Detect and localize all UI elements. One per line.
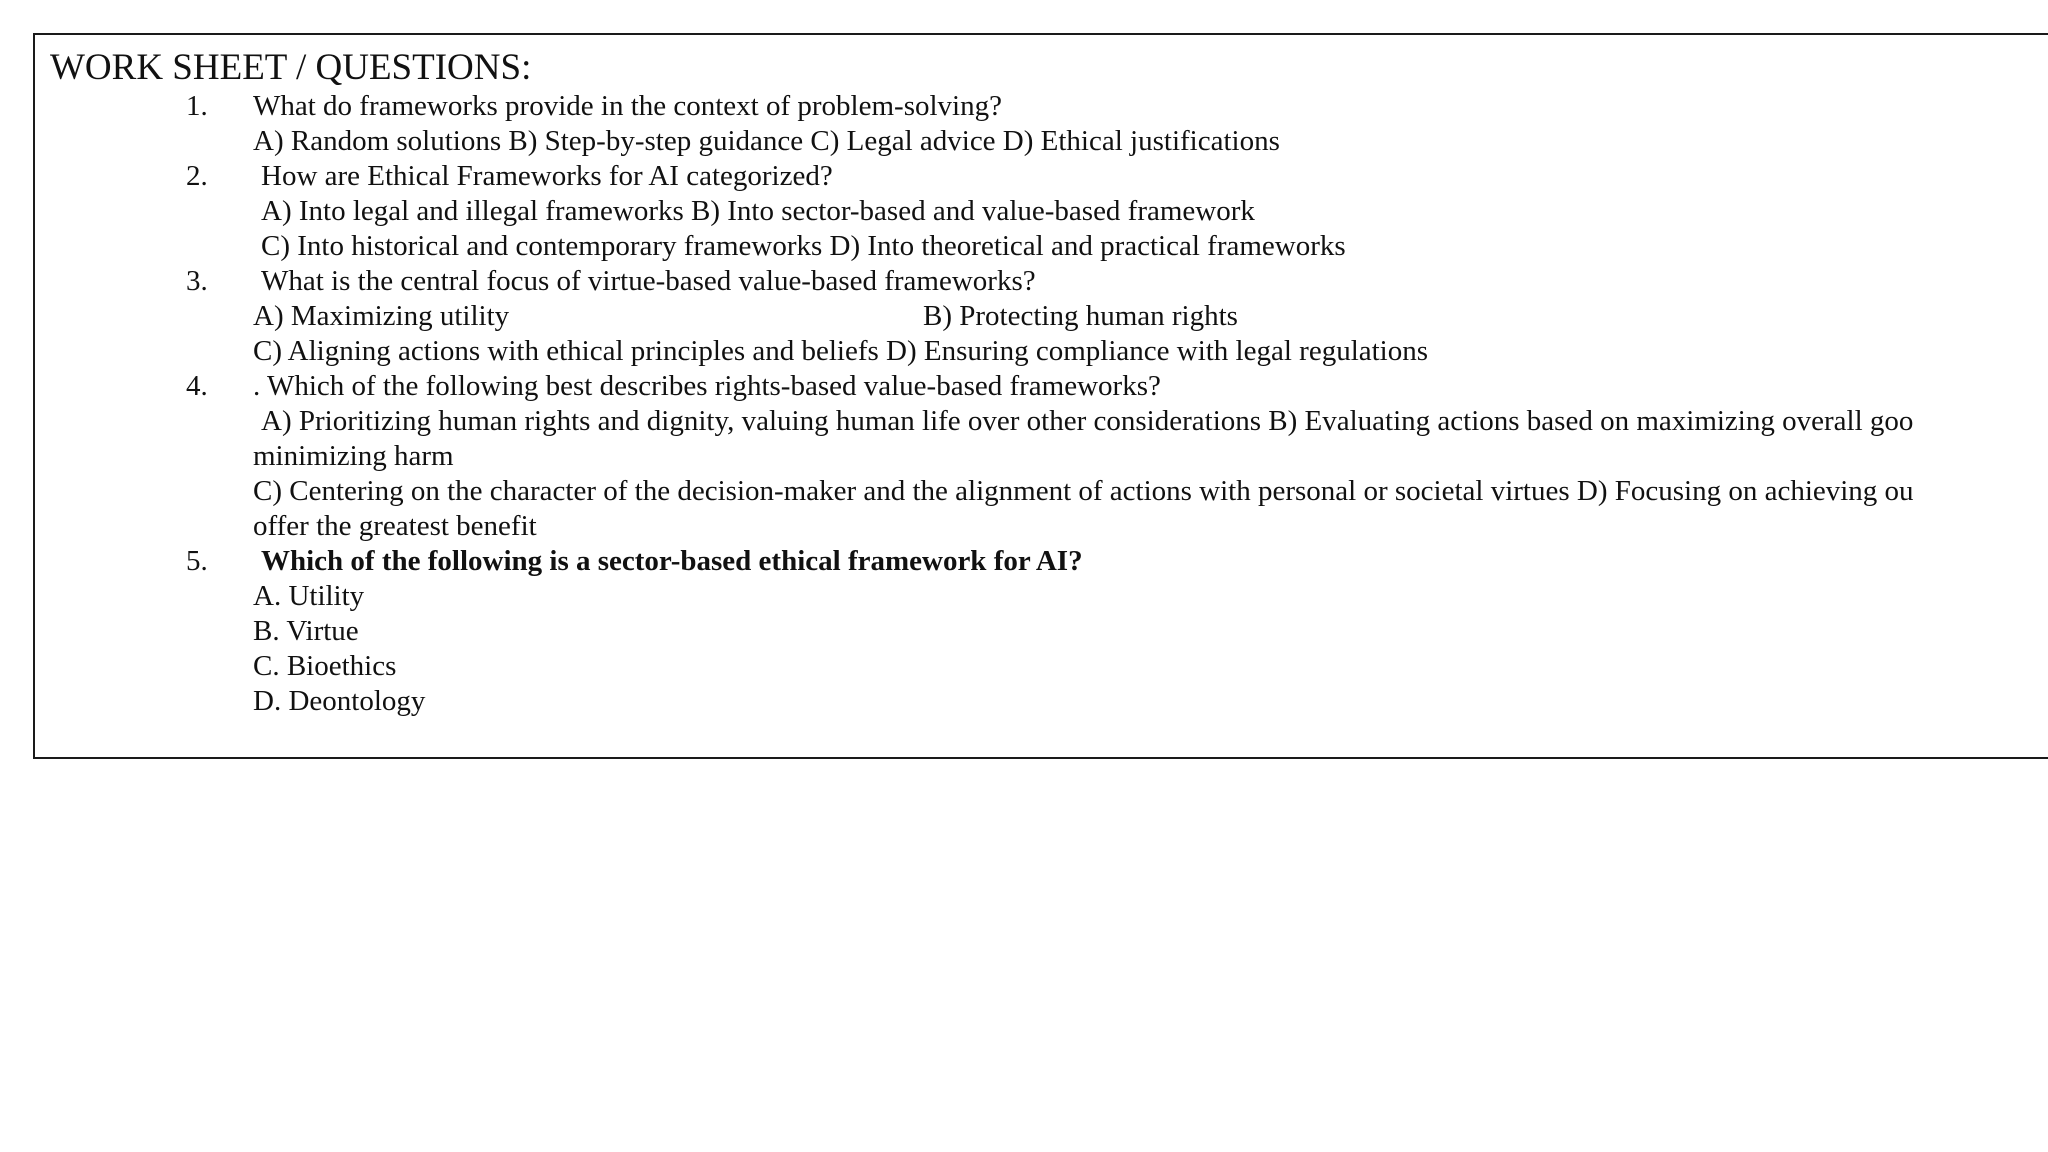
question-4-text: . Which of the following best describes rights-based value-based frameworks? <box>253 370 1161 402</box>
question-2-options-cd: C) Into historical and contemporary frameworks D) Into theoretical and practical frameworks <box>261 230 1346 262</box>
question-1-text: What do frameworks provide in the context of problem-solving? <box>253 90 1002 122</box>
question-3-option-b: B) Protecting human rights <box>923 300 1238 332</box>
question-4-options-ab: A) Prioritizing human rights and dignity, valuing human life over other considerations B) Evaluating actions based on maximizing overall goo <box>261 405 1914 437</box>
question-3-options-cd: C) Aligning actions with ethical principles and beliefs D) Ensuring compliance with legal regulations <box>253 335 1429 367</box>
question-5-option-d: D. Deontology <box>253 685 426 717</box>
question-5-option-b: B. Virtue <box>253 615 359 647</box>
question-2-options-ab: A) Into legal and illegal frameworks B) Into sector-based and value-based framework <box>261 195 1255 227</box>
question-3-text: What is the central focus of virtue-based value-based frameworks? <box>261 265 1036 297</box>
question-3-option-a: A) Maximizing utility <box>253 300 510 332</box>
question-5-text: Which of the following is a sector-based ethical framework for AI? <box>261 545 1083 577</box>
question-2-text: How are Ethical Frameworks for AI categorized? <box>261 160 833 192</box>
question-4-number: 4. <box>186 370 208 402</box>
question-3-number: 3. <box>186 265 208 297</box>
question-4-options-ab-continued: minimizing harm <box>253 440 454 472</box>
question-1-options: A) Random solutions B) Step-by-step guidance C) Legal advice D) Ethical justifications <box>253 125 1280 157</box>
question-5-number: 5. <box>186 545 208 577</box>
question-5-option-a: A. Utility <box>253 580 365 612</box>
worksheet-title: WORK SHEET / QUESTIONS: <box>50 47 532 88</box>
question-2-number: 2. <box>186 160 208 192</box>
question-5-option-c: C. Bioethics <box>253 650 397 682</box>
question-4-options-cd: C) Centering on the character of the decision-maker and the alignment of actions with personal or societal virtues D) Focusing on achieving ou <box>253 475 1914 507</box>
question-4-options-cd-continued: offer the greatest benefit <box>253 510 537 542</box>
question-1-number: 1. <box>186 90 208 122</box>
